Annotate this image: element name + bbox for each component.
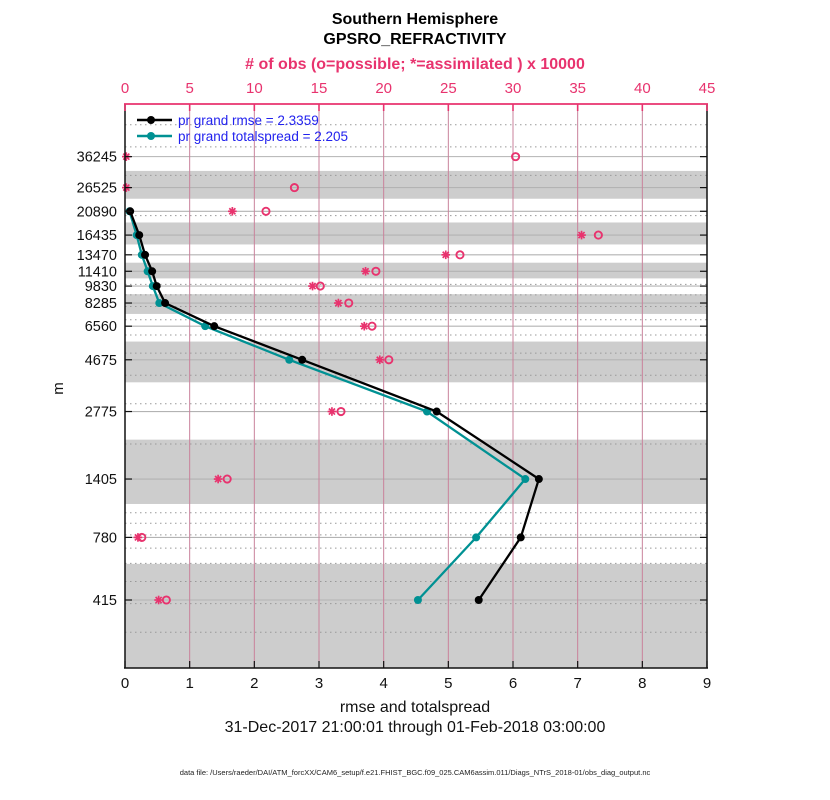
date-range-subtitle: 31-Dec-2017 21:00:01 through 01-Feb-2018 03:00:00 <box>224 719 606 736</box>
svg-text:415: 415 <box>92 593 117 609</box>
svg-text:5: 5 <box>444 675 453 692</box>
svg-text:30: 30 <box>504 80 522 97</box>
y-axis-label: m <box>49 382 67 395</box>
svg-text:10: 10 <box>245 80 263 97</box>
svg-text:13470: 13470 <box>76 247 117 264</box>
svg-text:5: 5 <box>185 80 194 97</box>
svg-text:45: 45 <box>698 80 716 97</box>
obs-count-axis-label: # of obs (o=possible; *=assimilated ) x 10000 <box>245 56 585 73</box>
svg-text:35: 35 <box>569 80 587 97</box>
svg-text:40: 40 <box>633 80 651 97</box>
svg-text:11410: 11410 <box>77 264 117 281</box>
svg-text:2775: 2775 <box>84 404 117 421</box>
legend-entry-rmse <box>136 112 348 128</box>
svg-text:4675: 4675 <box>84 352 117 369</box>
svg-text:15: 15 <box>310 80 328 97</box>
svg-text:0: 0 <box>120 675 130 692</box>
svg-text:9830: 9830 <box>84 279 117 296</box>
svg-text:25: 25 <box>439 80 457 97</box>
svg-text:3: 3 <box>314 675 324 692</box>
data-file-footer: data file: /Users/raeder/DAI/ATM_forcXX/CAM6_setup/f.e21.FHIST_BGC.f09_025.CAM6assim.011/Diags_NTrS_2018-01/obs_diag_output.nc <box>179 768 651 777</box>
svg-text:2: 2 <box>250 675 259 692</box>
legend-label-rmse: pr grand rmse = 2.3359 <box>178 112 319 128</box>
legend <box>136 112 348 144</box>
legend-swatch-totalspread-line <box>136 130 174 142</box>
gray-bands <box>125 171 707 668</box>
svg-text:0: 0 <box>120 80 130 97</box>
svg-text:780: 780 <box>92 530 117 547</box>
svg-text:8: 8 <box>638 675 647 692</box>
legend-entry-totalspread <box>136 128 348 144</box>
svg-text:20890: 20890 <box>76 204 117 221</box>
svg-text:6560: 6560 <box>84 319 117 336</box>
svg-text:9: 9 <box>702 675 712 692</box>
title-obs-type: GPSRO_REFRACTIVITY <box>323 31 507 48</box>
svg-text:20: 20 <box>375 80 393 97</box>
svg-text:36245: 36245 <box>76 149 117 166</box>
y-tick-labels <box>77 150 117 609</box>
svg-text:26525: 26525 <box>76 180 117 197</box>
svg-text:8285: 8285 <box>84 296 117 313</box>
legend-swatch-rmse-line <box>136 114 174 126</box>
x-tick-labels <box>121 675 711 692</box>
x-axis-label: rmse and totalspread <box>339 699 491 716</box>
obs-tick-labels <box>121 80 716 97</box>
svg-text:4: 4 <box>379 675 388 692</box>
svg-text:6: 6 <box>508 675 518 692</box>
title-region: Southern Hemisphere <box>331 11 499 28</box>
legend-label-totalspread: pr grand totalspread = 2.205 <box>178 128 348 144</box>
svg-text:16435: 16435 <box>76 228 117 245</box>
svg-text:1405: 1405 <box>84 472 117 489</box>
svg-text:7: 7 <box>573 675 582 692</box>
svg-text:1: 1 <box>185 675 194 692</box>
